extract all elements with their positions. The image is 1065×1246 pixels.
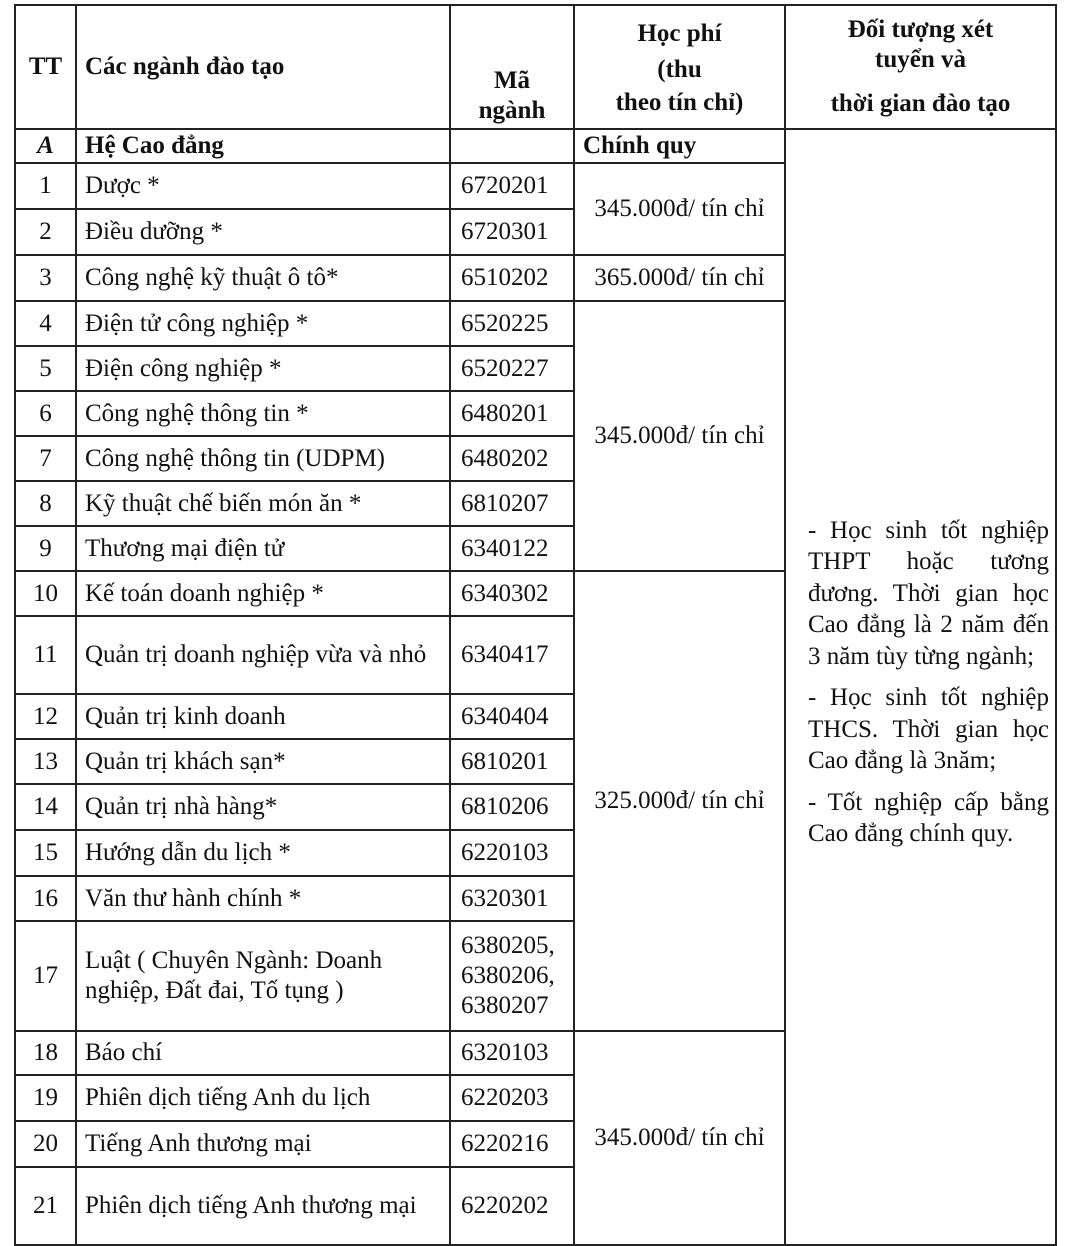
row-code-line2: 6380206, xyxy=(461,962,555,989)
row-tt: 11 xyxy=(15,616,76,694)
header-target-line2: tuyển và xyxy=(875,46,966,73)
row-code: 6720301 xyxy=(450,209,574,255)
section-row xyxy=(15,129,1056,163)
row-major: Văn thư hành chính * xyxy=(76,876,450,921)
row-tt: 16 xyxy=(15,876,76,921)
row-code: 6810201 xyxy=(450,739,574,784)
row-tt: 2 xyxy=(15,209,76,255)
row-code: 6220216 xyxy=(450,1121,574,1167)
row-major: Dược * xyxy=(76,163,450,209)
fee-group-1: 345.000đ/ tín chỉ xyxy=(574,163,785,255)
row-tt: 4 xyxy=(15,301,76,346)
row-major: Kỹ thuật chế biến món ăn * xyxy=(76,481,450,526)
fee-group-2: 365.000đ/ tín chỉ xyxy=(574,255,785,301)
target-cell xyxy=(785,129,1056,1245)
row-major: Điện tử công nghiệp * xyxy=(76,301,450,346)
row-major: Công nghệ thông tin * xyxy=(76,391,450,436)
row-code: 6340302 xyxy=(450,571,574,616)
row-tt: 13 xyxy=(15,739,76,784)
admissions-table xyxy=(14,4,1057,1246)
row-major: Quản trị kinh doanh xyxy=(76,694,450,739)
section-code-empty xyxy=(450,129,574,163)
row-major: Công nghệ kỹ thuật ô tô* xyxy=(76,255,450,301)
row-code-line3: 6380207 xyxy=(461,992,549,1019)
row-major: Điều dưỡng * xyxy=(76,209,450,255)
row-code: 6340417 xyxy=(450,616,574,694)
row-major: Quản trị khách sạn* xyxy=(76,739,450,784)
row-tt: 7 xyxy=(15,436,76,481)
row-code-line1: 6380205, xyxy=(461,932,555,959)
row-tt: 12 xyxy=(15,694,76,739)
row-tt: 18 xyxy=(15,1031,76,1075)
row-tt: 6 xyxy=(15,391,76,436)
row-major: Phiên dịch tiếng Anh thương mại xyxy=(76,1167,450,1245)
header-code-line2: ngành xyxy=(478,97,546,124)
row-code xyxy=(450,921,574,1031)
row-code: 6340122 xyxy=(450,526,574,571)
row-tt: 20 xyxy=(15,1121,76,1167)
header-code-line1: Mã xyxy=(493,67,531,94)
row-major: Phiên dịch tiếng Anh du lịch xyxy=(76,1075,450,1121)
admissions-table-wrapper xyxy=(14,4,1057,1246)
row-code: 6480202 xyxy=(450,436,574,481)
row-major: Công nghệ thông tin (UDPM) xyxy=(76,436,450,481)
row-tt: 14 xyxy=(15,784,76,830)
header-target xyxy=(785,5,1056,129)
row-code: 6320103 xyxy=(450,1031,574,1075)
section-fee: Chính quy xyxy=(574,129,785,163)
row-major: Quản trị nhà hàng* xyxy=(76,784,450,830)
row-code: 6720201 xyxy=(450,163,574,209)
header-target-line3: thời gian đào tạo xyxy=(830,90,1011,117)
row-major: Kế toán doanh nghiệp * xyxy=(76,571,450,616)
header-target-line1: Đối tượng xét xyxy=(847,16,994,43)
row-tt: 15 xyxy=(15,830,76,876)
section-tt: A xyxy=(15,129,76,163)
row-tt: 3 xyxy=(15,255,76,301)
header-fee-line2: (thu xyxy=(657,56,702,83)
row-code: 6320301 xyxy=(450,876,574,921)
header-fee xyxy=(574,5,785,129)
row-tt: 8 xyxy=(15,481,76,526)
target-paragraph-1: - Học sinh tốt nghiệp THPT hoặc tương đương. Thời gian học Cao đẳng là 2 năm đến 3 năm tùy từng ngành; xyxy=(808,516,1049,670)
row-code: 6220202 xyxy=(450,1167,574,1245)
row-code: 6810207 xyxy=(450,481,574,526)
row-code: 6220203 xyxy=(450,1075,574,1121)
target-paragraph-3: - Tốt nghiệp cấp bằng Cao đẳng chính quy. xyxy=(808,788,1049,847)
header-code xyxy=(450,5,574,129)
row-major: Hướng dẫn du lịch * xyxy=(76,830,450,876)
fee-group-5: 345.000đ/ tín chỉ xyxy=(574,1031,785,1245)
fee-group-3: 345.000đ/ tín chỉ xyxy=(574,301,785,571)
row-code: 6520225 xyxy=(450,301,574,346)
header-major: Các ngành đào tạo xyxy=(76,5,450,129)
row-tt: 1 xyxy=(15,163,76,209)
row-major: Luật ( Chuyên Ngành: Doanh nghiệp, Đất đai, Tố tụng ) xyxy=(76,921,450,1031)
section-name: Hệ Cao đẳng xyxy=(76,129,450,163)
target-paragraph-2: - Học sinh tốt nghiệp THCS. Thời gian học Cao đẳng là 3năm; xyxy=(808,684,1049,774)
header-fee-line1: Học phí xyxy=(637,20,722,47)
row-tt: 19 xyxy=(15,1075,76,1121)
row-major: Báo chí xyxy=(76,1031,450,1075)
row-code: 6520227 xyxy=(450,346,574,391)
table-header-row xyxy=(15,5,1056,129)
header-tt: TT xyxy=(15,5,76,129)
row-major: Quản trị doanh nghiệp vừa và nhỏ xyxy=(76,616,450,694)
row-code: 6510202 xyxy=(450,255,574,301)
fee-group-4: 325.000đ/ tín chỉ xyxy=(574,571,785,1031)
row-code: 6480201 xyxy=(450,391,574,436)
row-code: 6340404 xyxy=(450,694,574,739)
row-tt: 9 xyxy=(15,526,76,571)
row-major: Thương mại điện tử xyxy=(76,526,450,571)
row-tt: 10 xyxy=(15,571,76,616)
row-tt: 21 xyxy=(15,1167,76,1245)
row-code: 6220103 xyxy=(450,830,574,876)
row-major: Điện công nghiệp * xyxy=(76,346,450,391)
row-code: 6810206 xyxy=(450,784,574,830)
row-tt: 17 xyxy=(15,921,76,1031)
header-fee-line3: theo tín chỉ) xyxy=(615,89,744,116)
row-major: Tiếng Anh thương mại xyxy=(76,1121,450,1167)
row-tt: 5 xyxy=(15,346,76,391)
